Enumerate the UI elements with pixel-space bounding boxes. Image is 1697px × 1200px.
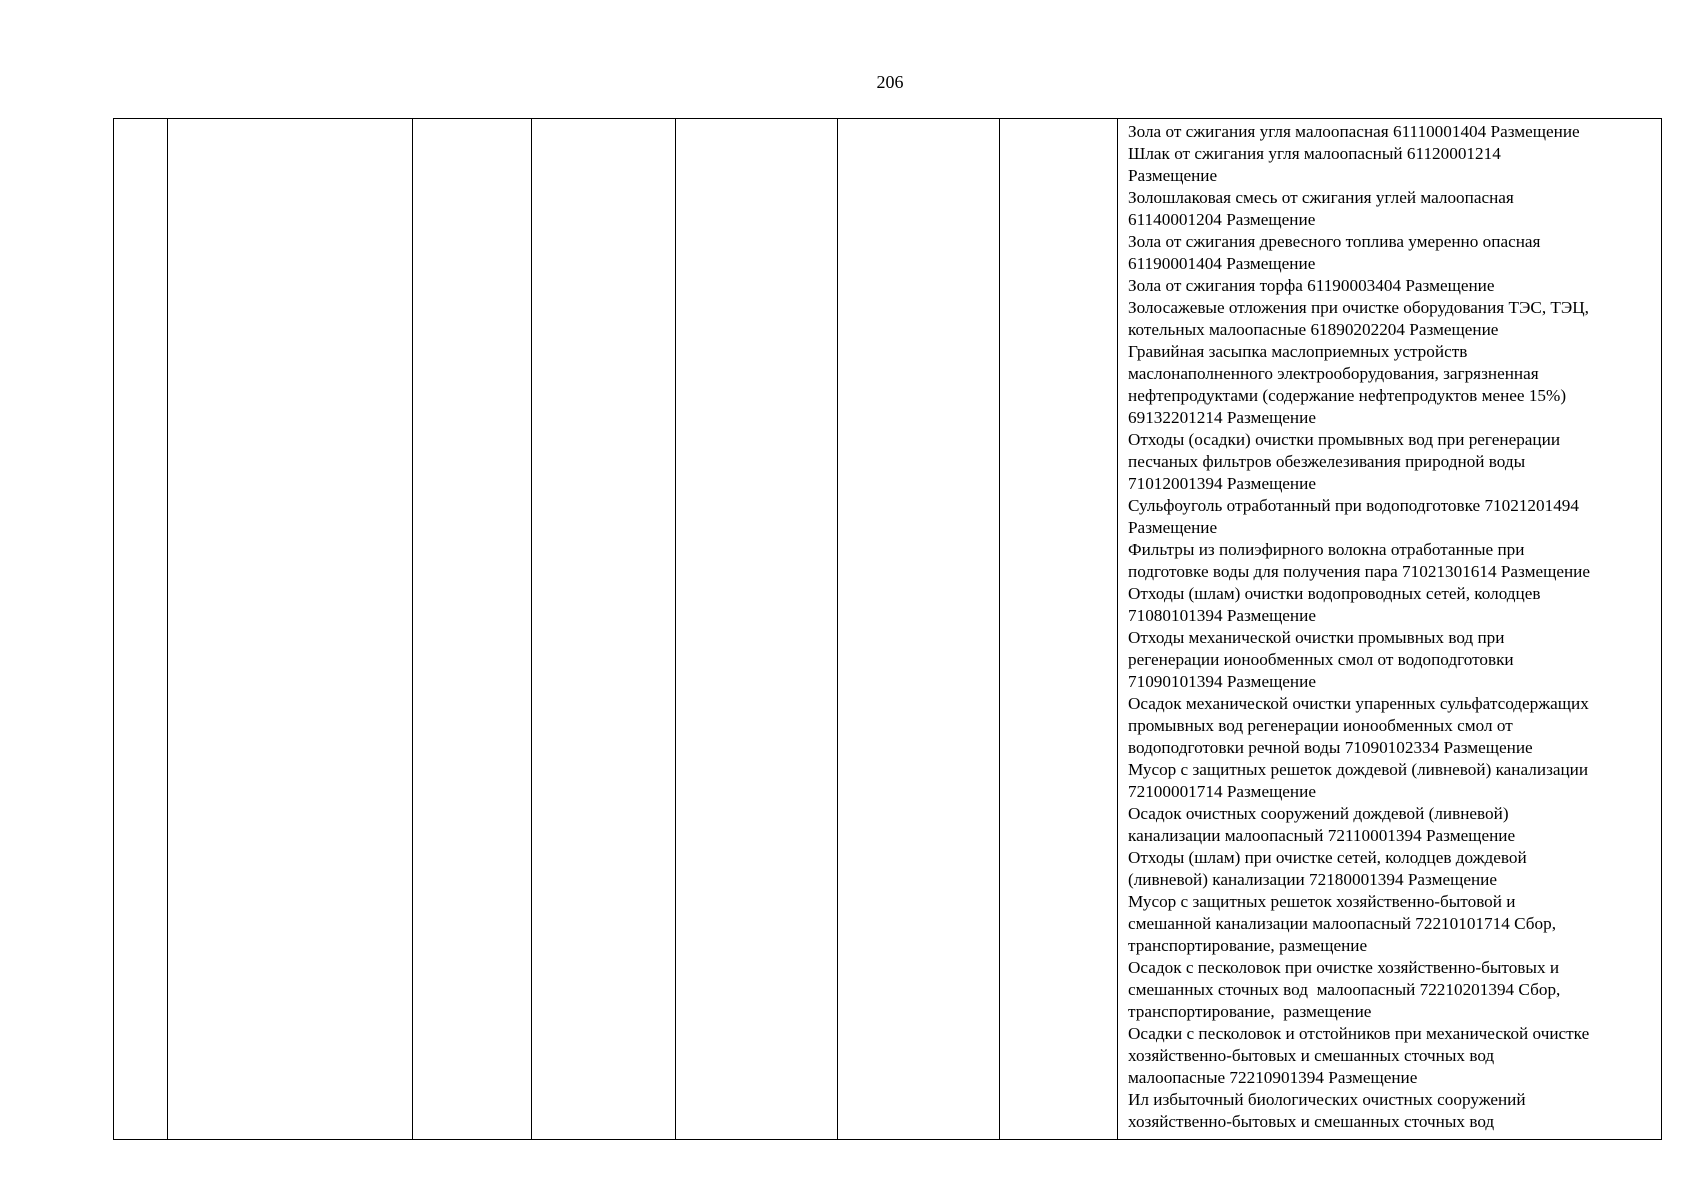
table-cell-7 <box>1000 119 1118 1140</box>
waste-entry: Шлак от сжигания угля малоопасный 61120001214 Размещение <box>1128 144 1501 185</box>
waste-entry: Зола от сжигания торфа 61190003404 Размещение <box>1128 276 1495 295</box>
waste-entry: Фильтры из полиэфирного волокна отработанные при подготовке воды для получения пара 71021301614 Размещение <box>1128 540 1590 581</box>
waste-entry: Гравийная засыпка маслоприемных устройств маслонаполненного электрооборудования, загрязненная нефтепродуктами (содержание нефтепродуктов менее 15%) 69132201214 Размещение <box>1128 342 1567 427</box>
waste-entry: Осадок очистных сооружений дождевой (ливневой) канализации малоопасный 72110001394 Размещение <box>1128 804 1516 845</box>
table-cell-5 <box>676 119 838 1140</box>
waste-entry: Мусор с защитных решеток дождевой (ливневой) канализации 72100001714 Размещение <box>1128 760 1589 801</box>
waste-entry: Сульфоуголь отработанный при водоподготовке 71021201494 Размещение <box>1128 496 1579 537</box>
waste-table <box>113 118 1662 1140</box>
waste-entry: Ил избыточный биологических очистных сооружений хозяйственно-бытовых и смешанных сточных вод <box>1128 1090 1526 1131</box>
page-number: 206 <box>876 72 904 92</box>
waste-entry: Отходы (шлам) очистки водопроводных сетей, колодцев 71080101394 Размещение <box>1128 584 1541 625</box>
waste-entry: Зола от сжигания угля малоопасная 61110001404 Размещение <box>1128 122 1580 141</box>
waste-entry: Отходы механической очистки промывных вод при регенерации ионообменных смол от водоподготовки 71090101394 Размещение <box>1128 628 1514 691</box>
table-cell-3 <box>413 119 532 1140</box>
waste-entry: Отходы (осадки) очистки промывных вод при регенерации песчаных фильтров обезжелезивания природной воды 71012001394 Размещение <box>1128 430 1561 493</box>
table-cell-2 <box>168 119 413 1140</box>
waste-entry: Осадок с песколовок при очистке хозяйственно-бытовых и смешанных сточных вод малоопасный 72210201394 Сбор, транспортирование, размещение <box>1128 958 1561 1021</box>
waste-entries-cell <box>1118 119 1662 1140</box>
waste-entries-list <box>1128 121 1653 1137</box>
table-cell-4 <box>532 119 676 1140</box>
waste-entry: Осадок механической очистки упаренных сульфатсодержащих промывных вод регенерации ионообменных смол от водоподготовки речной воды 71090102334 Размещение <box>1128 694 1589 757</box>
table-cell-1 <box>114 119 168 1140</box>
waste-entry: Золошлаковая смесь от сжигания углей малоопасная 61140001204 Размещение <box>1128 188 1514 229</box>
waste-entry: Осадки с песколовок и отстойников при механической очистке хозяйственно-бытовых и смешанных сточных вод малоопасные 72210901394 Размещение <box>1128 1024 1590 1087</box>
table-cell-6 <box>838 119 1000 1140</box>
waste-entry: Золосажевые отложения при очистке оборудования ТЭС, ТЭЦ, котельных малоопасные 61890202204 Размещение <box>1128 298 1589 339</box>
waste-entry: Зола от сжигания древесного топлива умеренно опасная 61190001404 Размещение <box>1128 232 1541 273</box>
waste-entry: Отходы (шлам) при очистке сетей, колодцев дождевой (ливневой) канализации 72180001394 Размещение <box>1128 848 1527 889</box>
waste-entry: Мусор с защитных решеток хозяйственно-бытовой и смешанной канализации малоопасный 72210101714 Сбор, транспортирование, размещение <box>1128 892 1556 955</box>
table-row <box>114 119 1662 1140</box>
